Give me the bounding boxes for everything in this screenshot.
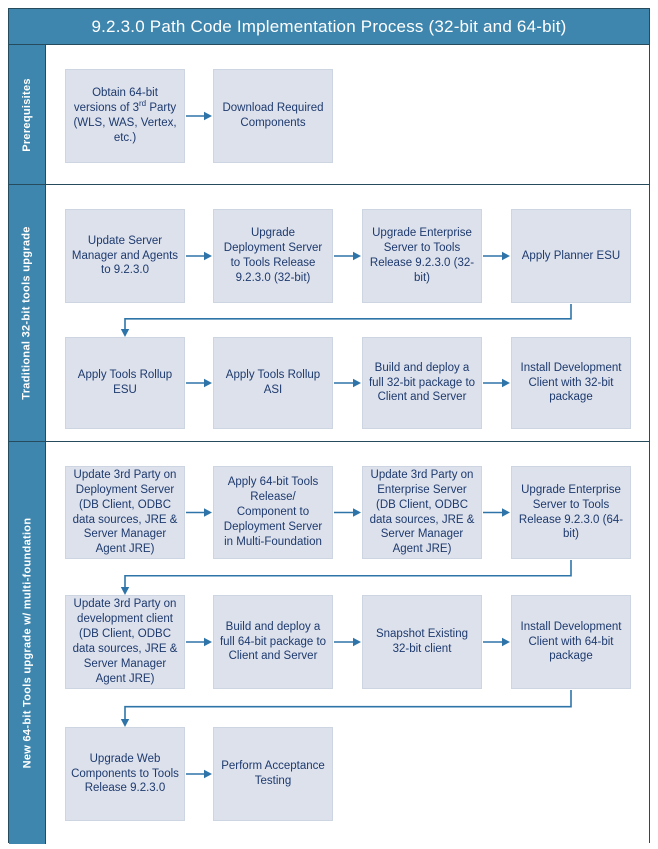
process-step (511, 337, 631, 429)
process-step (213, 466, 333, 559)
process-step-label: Download Required Components (222, 102, 324, 129)
process-step-label: Apply 64-bit Tools Release/ Component to Deployment Server in Multi-Foundation (223, 476, 323, 548)
process-step (511, 595, 631, 689)
process-step-label: Install Development Client with 32-bit package (520, 361, 622, 404)
process-step-label: Update 3rd Party on Enterprise Server (DB Client, ODBC data sources, JRE & Server Manager Agent JRE) (369, 468, 475, 556)
process-step-label: Upgrade Web Components to Tools Release 9.2.3.0 (71, 752, 179, 795)
process-step-label: Update Server Manager and Agents to 9.2.3.0 (71, 234, 179, 277)
process-step-label: Obtain 64-bit versions of 3rd Party (WLS, WAS, Vertex, etc.) (73, 87, 177, 144)
process-step-label: Install Development Client with 64-bit package (520, 620, 622, 663)
process-step-label: Update 3rd Party on development client (DB Client, ODBC data sources, JRE & Server Manager Agent JRE) (72, 598, 178, 685)
section-content (46, 185, 649, 441)
flowchart-body (9, 45, 649, 844)
process-step (362, 337, 482, 429)
process-step (65, 595, 185, 689)
process-step-label: Upgrade Enterprise Server to Tools Release 9.2.3.0 (64-bit) (518, 483, 624, 541)
process-step (362, 209, 482, 303)
process-step (213, 727, 333, 821)
process-step-label: Update 3rd Party on Deployment Server (DB Client, ODBC data sources, JRE & Server Manager Agent JRE) (72, 468, 178, 556)
process-step (65, 337, 185, 429)
process-step-label: Upgrade Enterprise Server to Tools Release 9.2.3.0 (32-bit) (369, 227, 475, 284)
process-step (511, 466, 631, 559)
process-step-label: Apply Tools Rollup ESU (77, 369, 173, 396)
process-step (213, 337, 333, 429)
section-label: New 64-bit Tools upgrade w/ multi-foundation (21, 517, 33, 769)
section-label-band (9, 442, 46, 844)
process-step-label: Snapshot Existing 32-bit client (375, 628, 469, 655)
process-step (213, 209, 333, 303)
process-step-label: Perform Acceptance Testing (221, 760, 325, 787)
page-title: 9.2.3.0 Path Code Implementation Process (32-bit and 64-bit) (9, 9, 649, 45)
process-step-label: Build and deploy a full 64-bit package to Client and Server (219, 620, 327, 663)
process-step (65, 209, 185, 303)
process-step (65, 727, 185, 821)
process-step (65, 466, 185, 559)
process-step (213, 69, 333, 163)
section-label: Traditional 32-bit tools upgrade (21, 226, 33, 400)
process-step (362, 595, 482, 689)
process-step-label: Apply Tools Rollup ASI (225, 369, 321, 396)
section-label: Prerequisites (21, 77, 34, 152)
process-step-label: Apply Planner ESU (521, 249, 621, 262)
section-label-band (9, 185, 46, 441)
process-step (65, 69, 185, 163)
process-step-label: Build and deploy a full 32-bit package to Client and Server (368, 361, 476, 404)
process-step-label: Upgrade Deployment Server to Tools Release 9.2.3.0 (32-bit) (223, 227, 323, 284)
section-content (46, 45, 649, 184)
process-step (213, 595, 333, 689)
section-label-band (9, 45, 46, 184)
section-prerequisites (9, 45, 649, 185)
process-step (511, 209, 631, 303)
section-content (46, 442, 649, 844)
flowchart (8, 8, 650, 843)
section-new-64-bit-tools-upgrade (9, 442, 649, 844)
section-traditional-32-bit-tools-upgrade (9, 185, 649, 442)
process-step (362, 466, 482, 559)
